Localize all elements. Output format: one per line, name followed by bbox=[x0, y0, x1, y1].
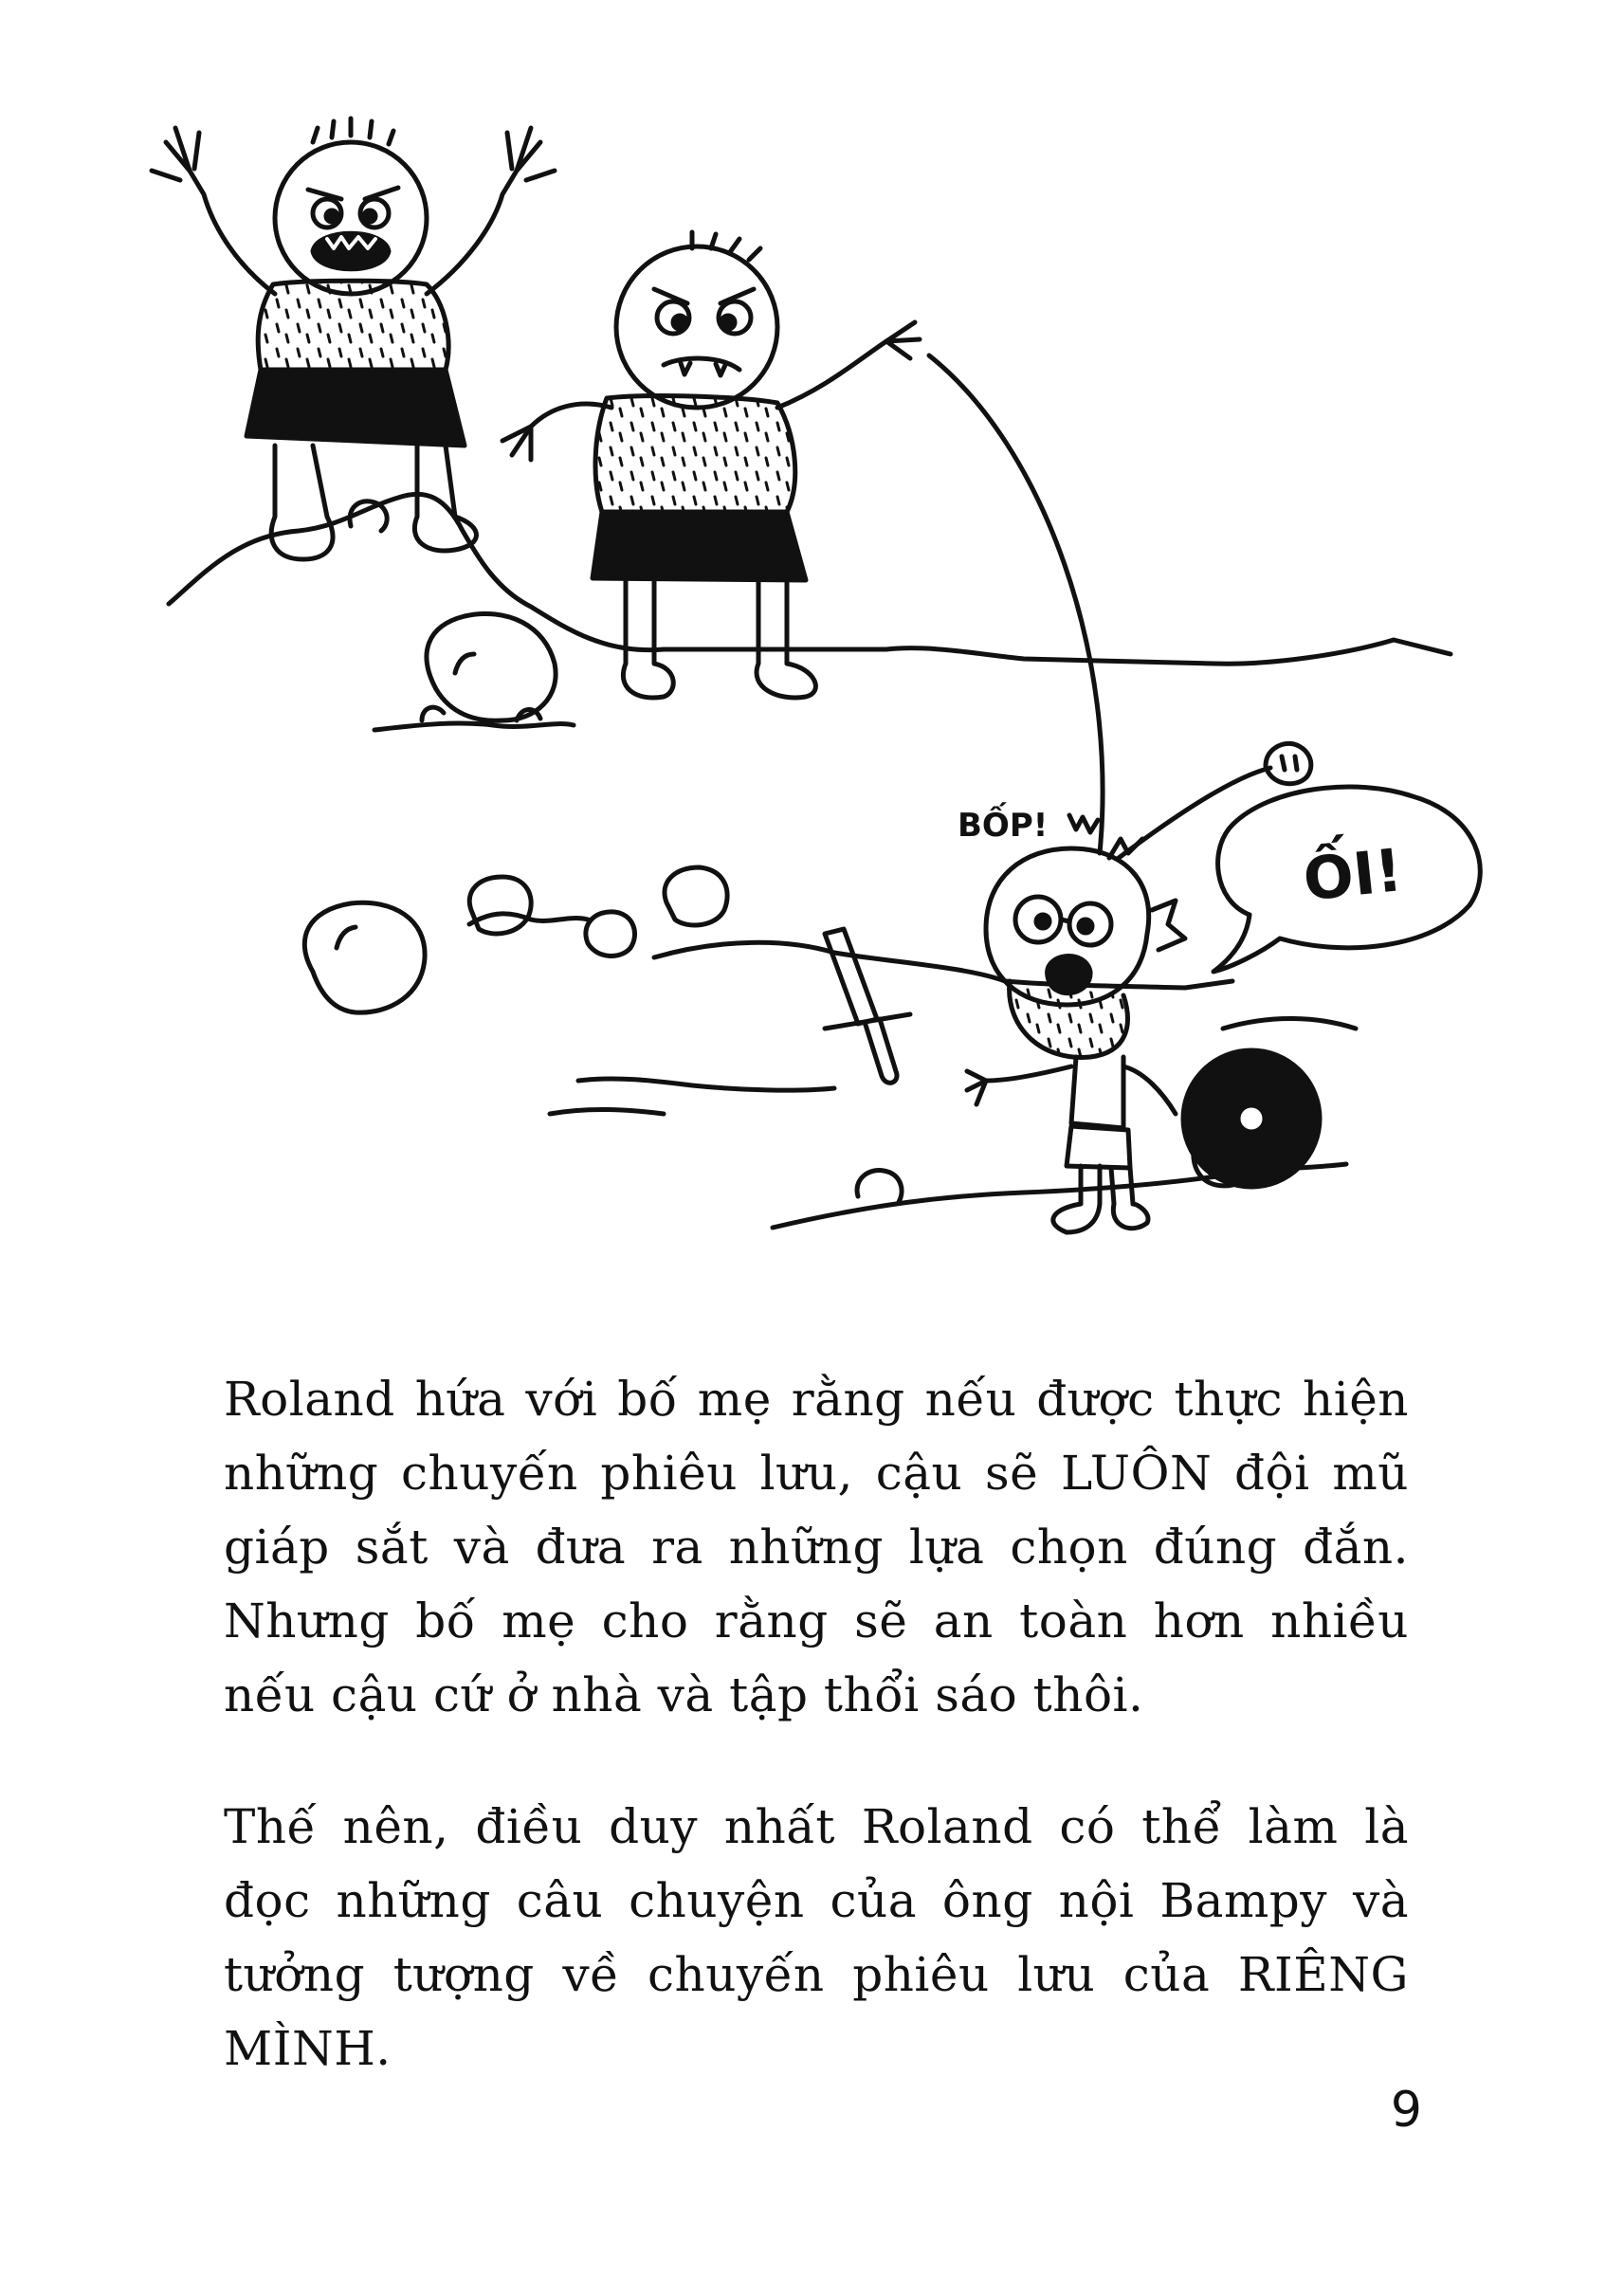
sfx-bop: BỐP! bbox=[958, 807, 1049, 845]
body-paragraph: Thế nên, điều duy nhất Roland có thể làm là đọc những câu chuyện của ông nội Bampy và tưởng tượng về chuyến phiêu lưu của RIÊNG MÌNH. bbox=[224, 1799, 1409, 2076]
rock-trajectory bbox=[929, 355, 1103, 853]
boulders bbox=[304, 501, 1311, 1202]
body-paragraph: Roland hứa với bố mẹ rằng nếu được thực hiện những chuyến phiêu lưu, cậu sẽ LUÔN đội mũ giáp sắt và đưa ra những lựa chọn đúng đắn. Nhưng bố mẹ cho rằng sẽ an toàn hơn nhiều nếu cậu cứ ở nhà và tập thổi sáo thôi. bbox=[224, 1372, 1409, 1722]
roland-character bbox=[967, 839, 1320, 1232]
troll-left bbox=[152, 118, 555, 559]
impact-mark bbox=[1069, 815, 1098, 832]
speech-bubble-text: ỐI! bbox=[1300, 835, 1406, 915]
page-number: 9 bbox=[1390, 2082, 1422, 2139]
